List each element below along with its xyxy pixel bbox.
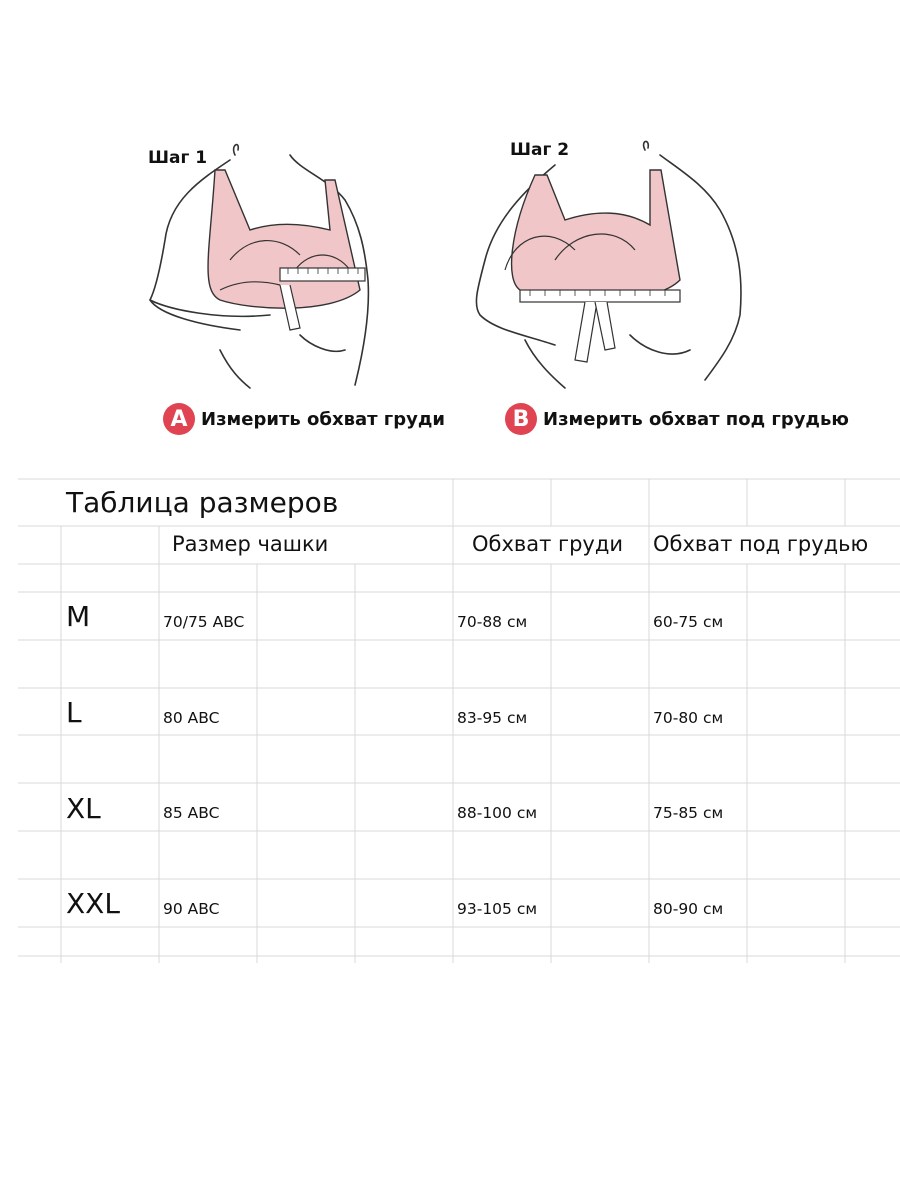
row-xxl-size: XXL [66, 887, 120, 920]
size-table-title: Таблица размеров [66, 486, 339, 519]
bust-measurement-illustration [130, 140, 390, 390]
instruction-a [163, 403, 445, 435]
instruction-b [505, 403, 849, 435]
step-1-label: Шаг 1 [148, 148, 208, 168]
header-underbust: Обхват под грудью [653, 532, 869, 556]
letter-b-badge-icon: B [505, 403, 537, 435]
row-xxl-bust: 93-105 см [457, 900, 538, 918]
letter-a-badge-icon: A [163, 403, 195, 435]
row-m-cup: 70/75 ABC [163, 613, 245, 631]
row-m-underbust: 60-75 см [653, 613, 724, 631]
row-l-size: L [66, 696, 82, 729]
instruction-a-text: Измерить обхват груди [201, 408, 445, 430]
instruction-b-text: Измерить обхват под грудью [543, 408, 849, 430]
step-2-label: Шаг 2 [510, 140, 570, 160]
header-bust: Обхват груди [472, 532, 624, 556]
row-xl-cup: 85 ABC [163, 804, 220, 822]
header-cup-size: Размер чашки [172, 532, 329, 556]
row-l-cup: 80 ABC [163, 709, 220, 727]
row-m-size: M [66, 600, 91, 633]
row-l-underbust: 70-80 см [653, 709, 724, 727]
row-xl-size: XL [66, 792, 101, 825]
row-xxl-cup: 90 ABC [163, 900, 220, 918]
row-xl-underbust: 75-85 см [653, 804, 724, 822]
row-xl-bust: 88-100 см [457, 804, 538, 822]
row-l-bust: 83-95 см [457, 709, 528, 727]
underbust-measurement-illustration [465, 140, 755, 390]
row-xxl-underbust: 80-90 см [653, 900, 724, 918]
row-m-bust: 70-88 см [457, 613, 528, 631]
